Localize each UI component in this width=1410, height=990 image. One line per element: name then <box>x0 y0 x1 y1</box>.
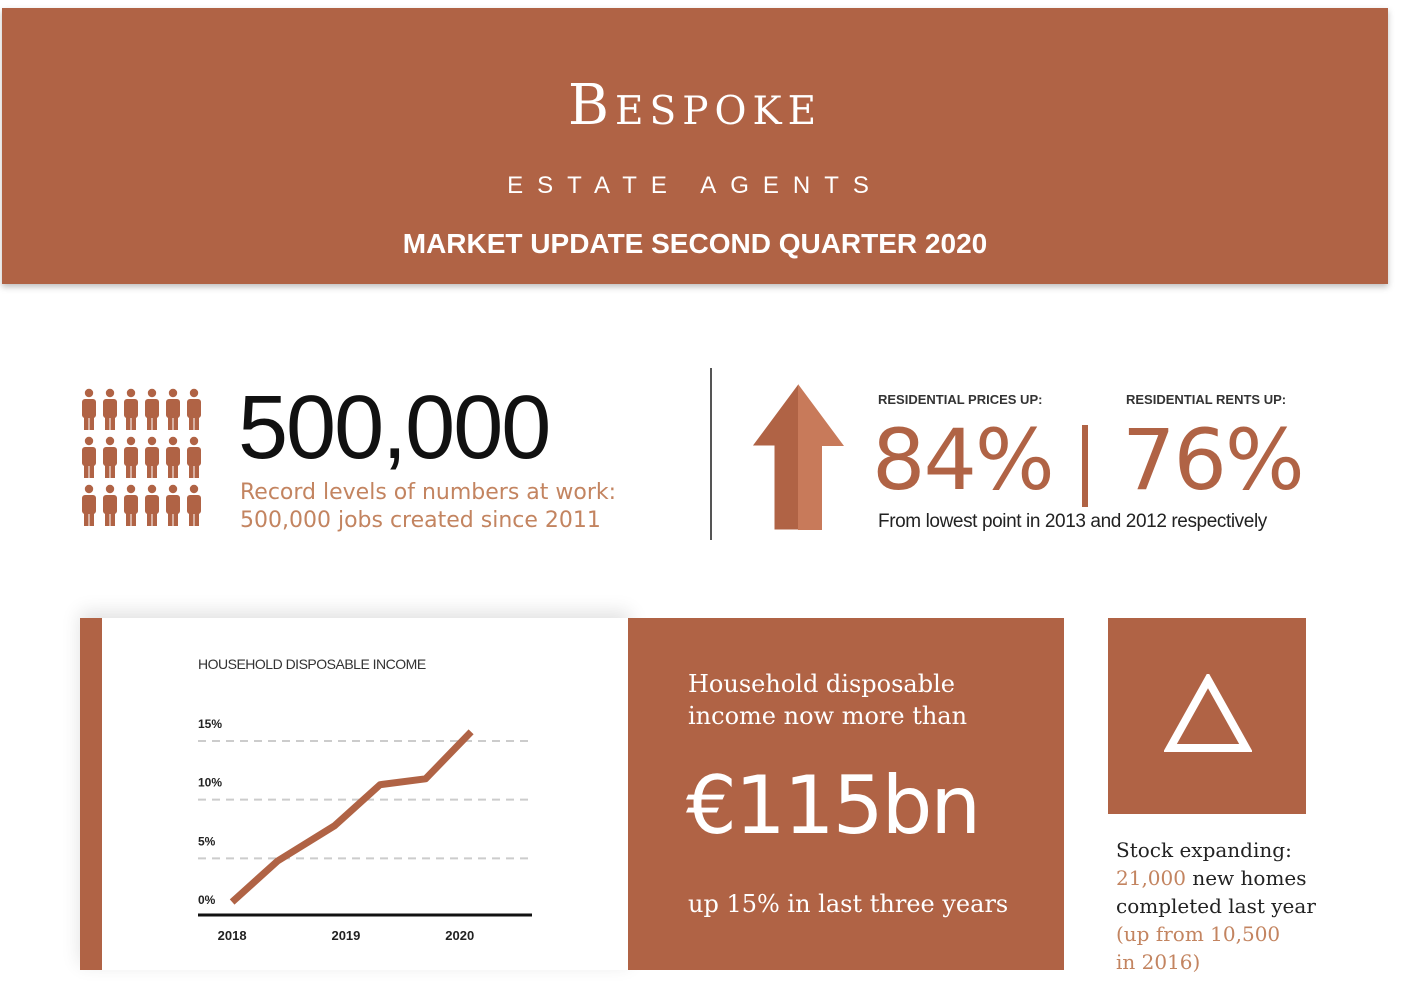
header-banner <box>2 8 1388 284</box>
triangle-outline-icon <box>1164 674 1252 754</box>
stock-line-2-rest: new homes <box>1185 866 1307 890</box>
person-icon <box>166 485 180 526</box>
people-grid-icon <box>80 388 204 528</box>
stock-count: 21,000 <box>1116 866 1186 890</box>
person-icon <box>124 485 138 526</box>
jobs-line-2: 500,000 jobs created since 2011 <box>240 508 601 533</box>
jobs-number: 500,000 <box>238 378 550 478</box>
person-icon <box>103 389 117 430</box>
y-tick-label: 5% <box>198 834 216 849</box>
y-tick-label: 0% <box>198 893 216 907</box>
person-icon <box>166 437 180 478</box>
jobs-line-1: Record levels of numbers at work: <box>240 480 617 505</box>
income-line-2: income now more than <box>688 702 968 730</box>
person-icon <box>124 437 138 478</box>
stock-line-4: (up from 10,500 <box>1116 922 1281 946</box>
stock-line-2 <box>1116 868 1307 888</box>
person-icon <box>103 437 117 478</box>
income-line-1: Household disposable <box>688 670 955 698</box>
pct-divider <box>1082 425 1088 507</box>
person-icon <box>145 389 159 430</box>
stock-line-3: completed last year <box>1116 894 1316 918</box>
divider <box>710 368 712 540</box>
person-icon <box>187 389 201 430</box>
person-icon <box>124 389 138 430</box>
income-series-line <box>232 732 471 902</box>
rents-label: RESIDENTIAL RENTS UP: <box>1126 392 1287 407</box>
y-tick-label: 15% <box>198 717 223 731</box>
x-tick-label: 2019 <box>331 928 361 943</box>
person-icon <box>187 485 201 526</box>
brand-name: Bespoke <box>567 73 823 138</box>
up-arrow-icon <box>748 382 848 532</box>
stock-line-5: in 2016) <box>1116 950 1201 974</box>
person-icon <box>82 437 96 478</box>
income-highlight-box <box>628 618 1064 970</box>
income-value: €115bn <box>686 759 980 852</box>
stock-icon-box <box>1108 618 1306 814</box>
person-icon <box>82 485 96 526</box>
brand-subtitle: ESTATE AGENTS <box>507 172 883 199</box>
person-icon <box>166 389 180 430</box>
person-icon <box>103 485 117 526</box>
x-tick-label: 2020 <box>445 928 475 943</box>
residential-note: From lowest point in 2013 and 2012 respectively <box>878 511 1267 532</box>
y-tick-label: 10% <box>198 775 223 790</box>
person-icon <box>82 389 96 430</box>
prices-value: 84% <box>872 411 1053 509</box>
page-title: MARKET UPDATE SECOND QUARTER 2020 <box>402 228 988 259</box>
person-icon <box>187 437 201 478</box>
person-icon <box>145 485 159 526</box>
chart-title: HOUSEHOLD DISPOSABLE INCOME <box>198 656 426 672</box>
x-tick-label: 2018 <box>217 928 247 943</box>
rents-value: 76% <box>1122 411 1303 509</box>
person-icon <box>145 437 159 478</box>
income-line-3: up 15% in last three years <box>688 890 1009 918</box>
income-chart-card <box>80 618 630 970</box>
income-line-chart <box>80 618 630 970</box>
prices-label: RESIDENTIAL PRICES UP: <box>878 392 1043 407</box>
stock-line-1: Stock expanding: <box>1116 838 1292 862</box>
